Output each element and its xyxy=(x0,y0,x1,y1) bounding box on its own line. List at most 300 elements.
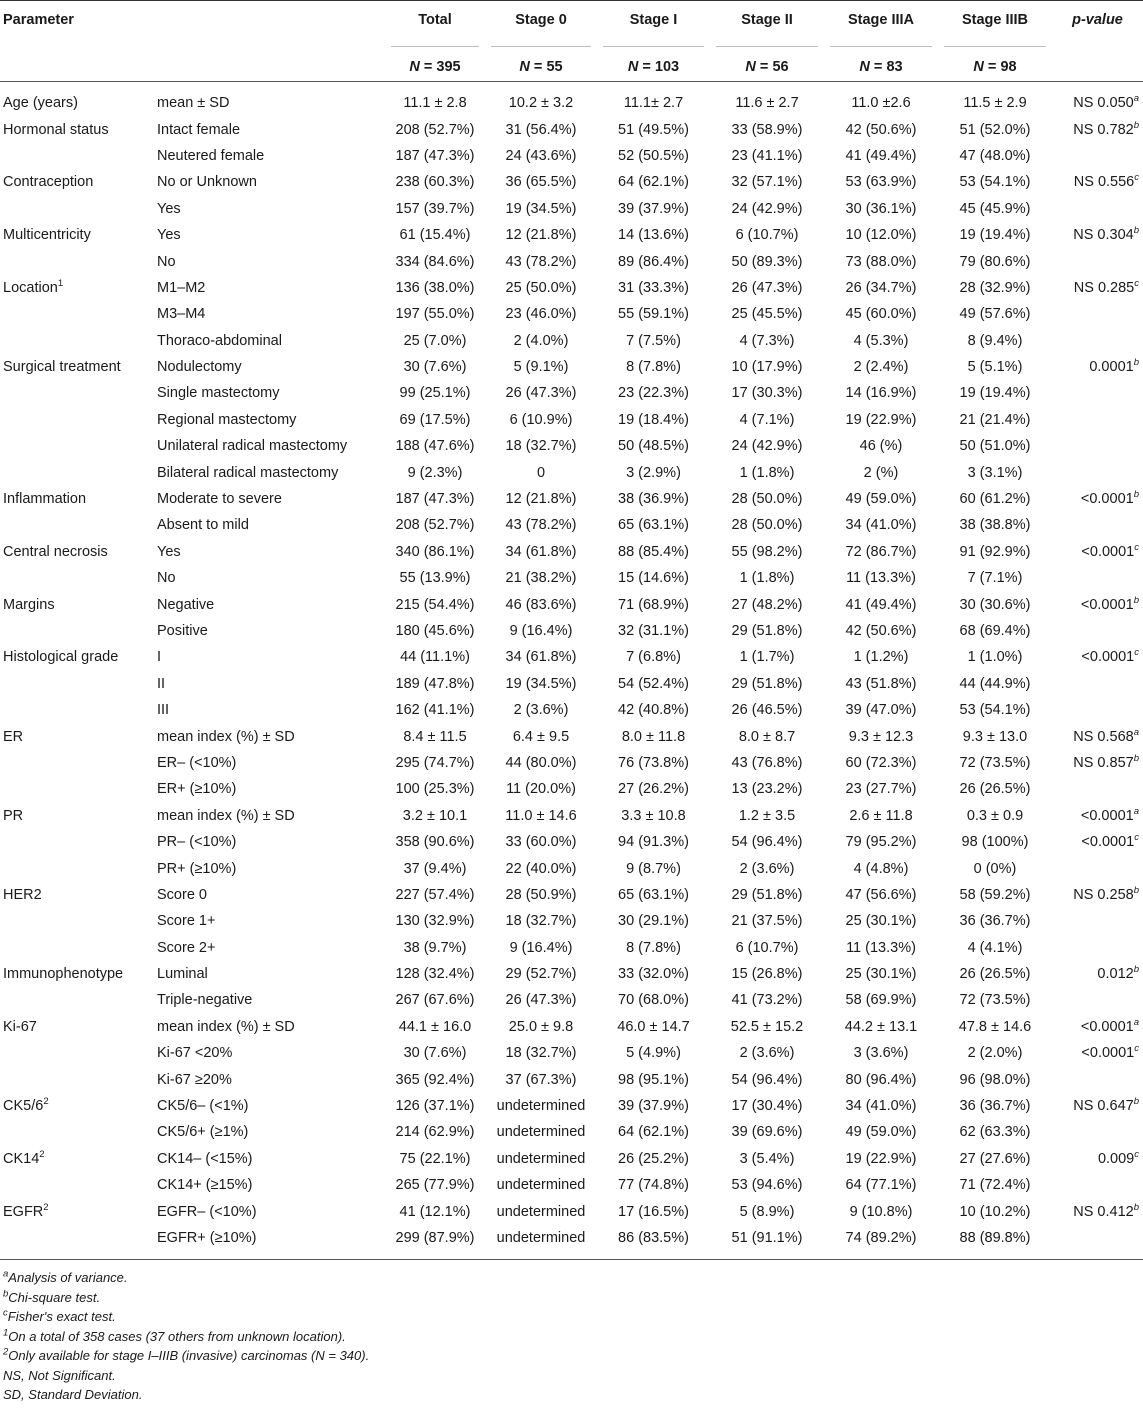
value-cell: 41 (49.4%) xyxy=(845,596,917,613)
value-cell: 36 (36.7%) xyxy=(959,1098,1031,1115)
subcategory-cell: CK14+ (≥15%) xyxy=(157,1177,253,1194)
table-row xyxy=(0,222,1143,248)
value-cell: 10.2 ± 3.2 xyxy=(508,95,574,112)
value-cell: 51 (49.5%) xyxy=(618,121,689,138)
value-cell: 53 (54.1%) xyxy=(959,174,1031,191)
subcategory-cell: Neutered female xyxy=(157,147,265,164)
value-cell: 2 (2.0%) xyxy=(967,1045,1023,1062)
n-stage-iiia: 83 xyxy=(886,58,903,75)
value-cell: undetermined xyxy=(496,1203,586,1220)
value-cell: 51 (91.1%) xyxy=(731,1229,803,1246)
col-header-stage-iiib: Stage IIIB xyxy=(961,12,1029,28)
value-cell: undetermined xyxy=(496,1177,586,1194)
pvalue-cell xyxy=(1052,196,1143,222)
value-cell: 3 (2.9%) xyxy=(626,464,681,481)
pvalue-cell xyxy=(1052,908,1143,934)
value-cell: 5 (4.9%) xyxy=(626,1045,681,1062)
value-cell: 12 (21.8%) xyxy=(505,227,577,244)
value-cell: 4 (4.1%) xyxy=(967,939,1023,956)
value-cell: 4 (4.8%) xyxy=(853,860,909,877)
value-cell: 14 (16.9%) xyxy=(845,385,917,402)
value-cell: 11 (13.3%) xyxy=(846,939,916,956)
value-cell: 197 (55.0%) xyxy=(395,306,475,323)
value-cell: 26 (25.2%) xyxy=(618,1150,689,1167)
value-cell: 208 (52.7%) xyxy=(395,121,475,138)
parameter-cell xyxy=(0,750,157,776)
parameter-cell xyxy=(0,328,157,354)
value-cell: 3 (5.4%) xyxy=(739,1150,795,1167)
value-cell: 18 (32.7%) xyxy=(505,1045,577,1062)
table-row xyxy=(0,116,1143,142)
value-cell: 21 (21.4%) xyxy=(959,411,1031,428)
value-cell: 215 (54.4%) xyxy=(395,596,475,613)
value-cell: 9.3 ± 12.3 xyxy=(848,728,914,745)
value-cell: 214 (62.9%) xyxy=(395,1124,475,1141)
value-cell: 126 (37.1%) xyxy=(395,1098,475,1115)
value-cell: 100 (25.3%) xyxy=(395,781,475,798)
parameter-cell: HER2 xyxy=(3,886,42,903)
table-row xyxy=(0,565,1143,591)
value-cell: 37 (9.4%) xyxy=(403,860,467,877)
value-cell: 94 (91.3%) xyxy=(618,834,689,851)
value-cell: 26 (46.5%) xyxy=(731,702,803,719)
value-cell: 50 (89.3%) xyxy=(731,253,803,270)
value-cell: 60 (61.2%) xyxy=(959,491,1031,508)
parameter-cell: Ki-67 xyxy=(3,1018,37,1035)
value-cell: 23 (46.0%) xyxy=(505,306,577,323)
value-cell: 99 (25.1%) xyxy=(399,385,471,402)
footnote: $^a$Analysis of variance. xyxy=(3,1268,128,1285)
value-cell: 22 (40.0%) xyxy=(505,860,577,877)
value-cell: 23 (41.1%) xyxy=(731,147,803,164)
value-cell: 2 (%) xyxy=(863,464,899,481)
value-cell: 42 (40.8%) xyxy=(618,702,689,719)
subcategory-cell: mean index (%) ± SD xyxy=(157,1018,295,1035)
value-cell: 10 (12.0%) xyxy=(845,227,917,244)
value-cell: 9 (16.4%) xyxy=(509,623,573,639)
value-cell: 68 (69.4%) xyxy=(959,623,1031,639)
value-cell: 6 (10.7%) xyxy=(735,227,799,244)
parameter-cell: Multicentricity xyxy=(3,227,91,244)
value-cell: 64 (77.1%) xyxy=(845,1177,917,1194)
parameter-cell xyxy=(0,855,157,881)
value-cell: 62 (63.3%) xyxy=(959,1124,1031,1141)
value-cell: 55 (98.2%) xyxy=(731,543,803,560)
value-cell: 53 (54.1%) xyxy=(959,702,1031,719)
value-cell: 13 (23.2%) xyxy=(731,781,803,798)
subcategory-cell: ER– (<10%) xyxy=(157,754,237,771)
pvalue-cell xyxy=(1052,301,1143,327)
parameter-cell: EGFR$^2$ xyxy=(3,1201,49,1220)
col-header-stage-0: Stage 0 xyxy=(515,12,567,28)
value-cell: 25.0 ± 9.8 xyxy=(508,1018,574,1035)
value-cell: 24 (43.6%) xyxy=(505,147,577,164)
value-cell: 71 (72.4%) xyxy=(959,1177,1031,1194)
value-cell: 46.0 ± 14.7 xyxy=(617,1018,690,1035)
table-row xyxy=(0,275,1143,301)
value-cell: 17 (30.3%) xyxy=(731,385,803,402)
value-cell: 34 (61.8%) xyxy=(505,543,577,560)
subcategory-cell: Single mastectomy xyxy=(157,385,280,402)
value-cell: 19 (19.4%) xyxy=(959,227,1031,244)
value-cell: 33 (60.0%) xyxy=(505,834,577,851)
parameter-cell xyxy=(0,908,157,934)
value-cell: 265 (77.9%) xyxy=(395,1177,475,1194)
value-cell: 49 (57.6%) xyxy=(959,306,1031,323)
pvalue-cell xyxy=(1052,855,1143,881)
value-cell: 26 (26.5%) xyxy=(959,966,1031,983)
value-cell: 19 (34.5%) xyxy=(505,675,577,692)
pvalue-cell xyxy=(1052,697,1143,723)
pvalue-cell xyxy=(1052,248,1143,274)
pvalue-cell xyxy=(1052,433,1143,459)
value-cell: 11.1 ± 2.8 xyxy=(403,95,467,112)
value-cell: 30 (30.6%) xyxy=(959,596,1031,613)
value-cell: 8.0 ± 8.7 xyxy=(738,728,796,745)
pvalue-cell xyxy=(1052,143,1143,169)
value-cell: 17 (30.4%) xyxy=(731,1098,803,1115)
value-cell: 42 (50.6%) xyxy=(845,623,917,639)
value-cell: 44 (44.9%) xyxy=(959,675,1031,692)
subcategory-cell: Bilateral radical mastectomy xyxy=(157,464,339,481)
value-cell: 29 (51.8%) xyxy=(731,623,803,639)
subcategory-cell: mean index (%) ± SD xyxy=(157,807,295,824)
value-cell: 34 (41.0%) xyxy=(845,1098,917,1115)
value-cell: undetermined xyxy=(496,1150,586,1167)
value-cell: 28 (50.9%) xyxy=(505,886,577,903)
value-cell: undetermined xyxy=(496,1098,586,1115)
pvalue-cell: 0.009$^c$ xyxy=(1097,1148,1139,1167)
value-cell: 227 (57.4%) xyxy=(395,886,475,903)
value-cell: 25 (50.0%) xyxy=(505,279,577,296)
pvalue-cell: NS 0.568$^a$ xyxy=(1073,726,1139,745)
pvalue-cell: NS 0.857$^b$ xyxy=(1073,753,1139,771)
subcategory-cell: mean index (%) ± SD xyxy=(157,728,295,745)
value-cell: 3.3 ± 10.8 xyxy=(621,807,686,824)
table-row xyxy=(0,1119,1143,1145)
value-cell: 18 (32.7%) xyxy=(505,438,577,455)
value-cell: 79 (80.6%) xyxy=(959,253,1031,270)
value-cell: 29 (51.8%) xyxy=(731,675,803,692)
value-cell: 189 (47.8%) xyxy=(395,675,475,692)
subcategory-cell: Thoraco-abdominal xyxy=(157,332,282,349)
parameter-cell xyxy=(0,248,157,274)
value-cell: 11.5 ± 2.9 xyxy=(963,95,1027,112)
footnotes xyxy=(3,1268,369,1405)
value-cell: 2 (2.4%) xyxy=(853,359,909,376)
pvalue-cell: NS 0.304$^b$ xyxy=(1073,225,1139,244)
value-cell: 43 (78.2%) xyxy=(505,517,577,534)
value-cell: 187 (47.3%) xyxy=(395,147,475,164)
subcategory-cell: M1–M2 xyxy=(157,279,206,296)
value-cell: 11.1± 2.7 xyxy=(623,95,684,112)
value-cell: 76 (73.8%) xyxy=(618,754,689,771)
value-cell: 0 xyxy=(536,464,546,481)
n-stage-0: 55 xyxy=(546,58,563,75)
value-cell: 128 (32.4%) xyxy=(395,966,475,983)
value-cell: 72 (73.5%) xyxy=(959,754,1031,771)
value-cell: 2 (4.0%) xyxy=(513,332,569,349)
value-cell: 180 (45.6%) xyxy=(395,623,475,639)
value-cell: 38 (9.7%) xyxy=(403,939,467,956)
value-cell: 2.6 ± 11.8 xyxy=(849,807,913,824)
value-cell: 52.5 ± 15.2 xyxy=(730,1018,804,1035)
value-cell: 55 (13.9%) xyxy=(399,570,471,587)
pvalue-cell xyxy=(1052,512,1143,538)
subcategory-cell: PR+ (≥10%) xyxy=(157,860,237,877)
value-cell: 9 (8.7%) xyxy=(626,860,681,877)
value-cell: 73 (88.0%) xyxy=(845,253,917,270)
data-table: Parameter Total Stage 0 Stage I Stage II Stage IIIA Stage IIIB p-value N = 395 N = 55 N = 103 N = 56 N = 83 N = 98 Age (years) mean ± SD 11.1 ± 2.8 10.2 ± 3.2 11.1± 2.7 11.6 ± 2.7 11.0 ±2.6 11.5 ± 2.9 NS 0.050$^a$ Hormonal status Intact female 208 (52.7%) 31 (56.4%) 51 (49.5%) 33 (58.9%) 42 (50.6%) 51 (52.0%) NS 0.782$^b$ Neutered female 187 (47.3%) 24 (43.6%) 52 (50.5%) 23 (41.1%) 41 (49.4%) 47 (48.0%) Contraception No or Unknown 238 (60.3%) 36 (65.5%) 64 (62.1%) 32 (57.1%) 53 (63.9%) 53 (54.1%) NS 0.556$^c$ Yes 157 (39.7%) 19 (34.5%) 39 (37.9%) 24 (42.9%) 30 (36.1%) 45 (45.9%) Multicentricity Yes 61 (15.4%) 12 (21.8%) 14 (13.6%) 6 (10.7%) 10 (12.0%) 19 (19.4%) NS 0.304$^b$ No 334 (84.6%) 43 (78.2%) 89 (86.4%) 50 (89.3%) 73 (88.0%) 79 (80.6%) Location$^1$ M1–M2 136 (38.0%) 25 (50.0%) 31 (33.3%) 26 (47.3%) 26 (34.7%) 28 (32.9%) NS 0.285$^c$ M3–M4 197 (55.0%) 23 (46.0%) 55 (59.1%) 25 (45.5%) 45 (60.0%) 49 (57.6%) Thoraco-abdominal 25 (7.0%) 2 (4.0%) 7 (7.5%) 4 (7.3%) 4 (5.3%) 8 (9.4%) Surgical treatment Nodulectomy 30 (7.6%) 5 (9.1%) 8 (7.8%) 10 (17.9%) 2 (2.4%) 5 (5.1%) 0.0001$^b$ Single mastectomy 99 (25.1%) 26 (47.3%) 23 (22.3%) 17 (30.3%) 14 (16.9%) 19 (19.4%) Regional mastectomy 69 (17.5%) 6 (10.9%) 19 (18.4%) 4 (7.1%) 19 (22.9%) 21 (21.4%) Unilateral radical mastectomy 188 (47.6%) 18 (32.7%) 50 (48.5%) 24 (42.9%) 46 (%) 50 (51.0%) Bilateral radical mastectomy 9 (2.3%) 0 3 (2.9%) 1 (1.8%) 2 (%) 3 (3.1%) Inflammation Moderate to severe 187 (47.3%) 12 (21.8%) 38 (36.9%) 28 (50.0%) 49 (59.0%) 60 (61.2%) <0.0001$^b$ Absent to mild 208 (52.7%) 43 (78.2%) 65 (63.1%) 28 (50.0%) 34 (41.0%) 38 (38.8%) Central necrosis Yes 340 (86.1%) 34 (61.8%) 88 (85.4%) 55 (98.2%) 72 (86.7%) 91 (92.9%) <0.0001$^c$ No 55 (13.9%) 21 (38.2%) 15 (14.6%) 1 (1.8%) 11 (13.3%) 7 (7.1%) Margins Negative 215 (54.4%) 46 (83.6%) 71 (68.9%) 27 (48.2%) 41 (49.4%) 30 (30.6%) <0.0001$^b$ Positive 180 (45.6%) 9 (16.4%) 32 (31.1%) 29 (51.8%) 42 (50.6%) 68 (69.4%) Histological grade I 44 (11.1%) 34 (61.8%) 7 (6.8%) 1 (1.7%) 1 (1.2%) 1 (1.0%) <0.0001$^c$ II 189 (47.8%) 19 (34.5%) 54 (52.4%) 29 (51.8%) 43 (51.8%) 44 (44.9%) III 162 (41.1%) 2 (3.6%) 42 (40.8%) 26 (46.5%) 39 (47.0%) 53 (54.1%) ER mean index (%) ± SD 8.4 ± 11.5 6.4 ± 9.5 8.0 ± 11.8 8.0 ± 8.7 9.3 ± 12.3 9.3 ± 13.0 NS 0.568$^a$ ER– (<10%) 295 (74.7%) 44 (80.0%) 76 (73.8%) 43 (76.8%) 60 (72.3%) 72 (73.5%) NS 0.857$^b$ ER+ (≥10%) 100 (25.3%) 11 (20.0%) 27 (26.2%) 13 (23.2%) 23 (27.7%) 26 (26.5%) PR mean index (%) ± SD 3.2 ± 10.1 11.0 ± 14.6 3.3 ± 10.8 1.2 ± 3.5 2.6 ± 11.8 0.3 ± 0.9 <0.0001$^a$ PR– (<10%) 358 (90.6%) 33 (60.0%) 94 (91.3%) 54 (96.4%) 79 (95.2%) 98 (100%) <0.0001$^c$ PR+ (≥10%) 37 (9.4%) 22 (40.0%) 9 (8.7%) 2 (3.6%) 4 (4.8%) 0 (0%) HER2 Score 0 227 (57.4%) 28 (50.9%) 65 (63.1%) 29 (51.8%) 47 (56.6%) 58 (59.2%) NS 0.258$^b$ Score 1+ 130 (32.9%) 18 (32.7%) 30 (29.1%) 21 (37.5%) 25 (30.1%) 36 (36.7%) Score 2+ 38 (9.7%) 9 (16.4%) 8 (7.8%) 6 (10.7%) 11 (13.3%) 4 (4.1%) Immunophenotype Luminal 128 (32.4%) 29 (52.7%) 33 (32.0%) 15 (26.8%) 25 (30.1%) 26 (26.5%) 0.012$^b$ Triple-negative 267 (67.6%) 26 (47.3%) 70 (68.0%) 41 (73.2%) 58 (69.9%) 72 (73.5%) Ki-67 mean index (%) ± SD 44.1 ± 16.0 25.0 ± 9.8 46.0 ± 14.7 52.5 ± 15.2 44.2 ± 13.1 47.8 ± 14.6 <0.0001$^a$ Ki-67 <20% 30 (7.6%) 18 (32.7%) 5 (4.9%) 2 (3.6%) 3 (3.6%) 2 (2.0%) <0.0001$^c$ Ki-67 ≥20% 365 (92.4%) 37 (67.3%) 98 (95.1%) 54 (96.4%) 80 (96.4%) 96 (98.0%) $CK5/6^2$ CK5/6– (<1%) 126 (37.1%) undetermined 39 (37.9%) 17 (30.4%) 34 (41.0%) 36 (36.7%) NS 0.647$^b$ CK5/6+ (≥1%) 214 (62.9%) undetermined 64 (62.1%) 39 (69.6%) 49 (59.0%) 62 (63.3%) $CK14^2$ CK14– (<15%) 75 (22.1%) undetermined 26 (25.2%) 3 (5.4%) 19 (22.9%) 27 (27.6%) 0.009$^c$ CK14+ (≥15%) 265 (77.9%) undetermined 77 (74.8%) 53 (94.6%) 64 (77.1%) 71 (72.4%) EGFR$^2$ EGFR– (<10%) 41 (12.1%) undetermined 17 (16.5%) 5 (8.9%) 9 (10.8%) 10 (10.2%) NS 0.412$^b$ EGFR+ (≥10%) 299 (87.9%) undetermined 86 (83.5%) 51 (91.1%) 74 (89.2%) 88 (89.8%) xyxy=(0,0,1143,1262)
subcategory-cell: Score 1+ xyxy=(157,913,216,930)
value-cell: 18 (32.7%) xyxy=(505,913,577,930)
pvalue-cell xyxy=(1052,671,1143,697)
value-cell: 8.4 ± 11.5 xyxy=(403,728,467,745)
value-cell: 39 (37.9%) xyxy=(618,1098,689,1115)
n-stage-ii: 56 xyxy=(772,58,789,75)
table-row xyxy=(0,591,1143,617)
table-row xyxy=(0,90,1143,116)
parameter-cell xyxy=(0,196,157,222)
value-cell: 8 (9.4%) xyxy=(967,332,1023,349)
value-cell: 25 (7.0%) xyxy=(403,332,467,349)
value-cell: 65 (63.1%) xyxy=(618,886,689,903)
table-row xyxy=(0,882,1143,908)
value-cell: 24 (42.9%) xyxy=(731,438,803,455)
pvalue-cell: NS 0.050$^a$ xyxy=(1073,93,1139,112)
value-cell: 11.6 ± 2.7 xyxy=(735,95,799,112)
value-cell: 28 (50.0%) xyxy=(731,517,803,534)
value-cell: 47 (56.6%) xyxy=(845,886,917,903)
value-cell: 3 (3.6%) xyxy=(853,1045,909,1062)
value-cell: 0 (0%) xyxy=(973,860,1017,877)
parameter-cell xyxy=(0,776,157,802)
value-cell: 44 (11.1%) xyxy=(400,649,470,666)
parameter-cell: $CK5/6^2$ xyxy=(3,1096,49,1115)
table-row xyxy=(0,328,1143,354)
value-cell: 0.3 ± 0.9 xyxy=(966,807,1024,824)
value-cell: 28 (50.0%) xyxy=(731,491,803,508)
subcategory-cell: CK5/6– (<1%) xyxy=(157,1098,249,1115)
subcategory-cell: Score 0 xyxy=(157,886,207,903)
table-row xyxy=(0,539,1143,565)
pvalue-cell: <0.0001$^b$ xyxy=(1080,489,1139,508)
value-cell: 15 (26.8%) xyxy=(731,966,803,983)
value-cell: 6 (10.7%) xyxy=(735,939,799,956)
parameter-cell: Surgical treatment xyxy=(3,359,121,376)
value-cell: 5 (9.1%) xyxy=(513,359,569,376)
value-cell: 91 (92.9%) xyxy=(959,543,1031,560)
footnote: $^1$On a total of 358 cases (37 others from unknown location). xyxy=(3,1327,346,1344)
subcategory-cell: mean ± SD xyxy=(157,95,230,112)
pvalue-cell: NS 0.647$^b$ xyxy=(1073,1096,1139,1115)
parameter-cell: Inflammation xyxy=(3,491,87,508)
subcategory-cell: CK5/6+ (≥1%) xyxy=(157,1124,249,1141)
pvalue-cell xyxy=(1052,776,1143,802)
table-row xyxy=(0,1014,1143,1040)
parameter-cell xyxy=(0,1119,157,1145)
table-row xyxy=(0,407,1143,433)
value-cell: 2 (3.6%) xyxy=(739,860,795,877)
value-cell: 39 (47.0%) xyxy=(845,702,917,719)
value-cell: 14 (13.6%) xyxy=(618,227,689,244)
pvalue-cell: <0.0001$^a$ xyxy=(1080,1017,1139,1035)
value-cell: 10 (17.9%) xyxy=(731,359,803,376)
value-cell: 4 (5.3%) xyxy=(853,332,909,349)
value-cell: 72 (86.7%) xyxy=(845,543,917,560)
value-cell: 41 (49.4%) xyxy=(845,147,917,164)
pvalue-cell xyxy=(1052,1225,1143,1251)
col-header-pvalue: p-value xyxy=(1072,12,1123,28)
value-cell: 38 (36.9%) xyxy=(618,491,689,508)
value-cell: 23 (22.3%) xyxy=(618,385,689,402)
parameter-cell xyxy=(0,1172,157,1198)
subcategory-cell: I xyxy=(157,649,162,666)
value-cell: 64 (62.1%) xyxy=(618,174,689,191)
value-cell: 11.0 ± 14.6 xyxy=(505,807,577,824)
value-cell: 58 (69.9%) xyxy=(845,992,917,1009)
value-cell: 44.1 ± 16.0 xyxy=(398,1018,472,1035)
col-header-stage-ii: Stage II xyxy=(741,12,793,28)
pvalue-cell: 0.0001$^b$ xyxy=(1089,357,1139,376)
table-row xyxy=(0,987,1143,1013)
value-cell: 33 (32.0%) xyxy=(618,966,689,983)
value-cell: 208 (52.7%) xyxy=(395,517,475,534)
footnote: NS, Not Significant. xyxy=(3,1367,116,1383)
value-cell: 29 (52.7%) xyxy=(505,966,577,983)
value-cell: 11.0 ±2.6 xyxy=(851,95,911,112)
parameter-cell xyxy=(0,1040,157,1066)
value-cell: 86 (83.5%) xyxy=(618,1229,689,1246)
footnote: $^2$Only available for stage I–IIIB (invasive) carcinomas (N = 340). xyxy=(3,1346,370,1363)
table-row xyxy=(0,1146,1143,1172)
value-cell: 29 (51.8%) xyxy=(731,886,803,903)
value-cell: 24 (42.9%) xyxy=(731,200,803,217)
value-cell: 46 (%) xyxy=(859,438,903,455)
value-cell: 1.2 ± 3.5 xyxy=(738,807,796,824)
subcategory-cell: No xyxy=(157,570,176,587)
value-cell: 19 (19.4%) xyxy=(959,385,1031,402)
value-cell: 2 (3.6%) xyxy=(739,1045,795,1062)
parameter-cell: Histological grade xyxy=(3,649,119,666)
value-cell: 49 (59.0%) xyxy=(845,1124,917,1141)
table-row xyxy=(0,776,1143,802)
value-cell: 27 (27.6%) xyxy=(959,1150,1031,1167)
n-stage-iiib: 98 xyxy=(1000,58,1017,75)
value-cell: 21 (38.2%) xyxy=(505,570,577,587)
value-cell: 31 (56.4%) xyxy=(505,121,577,138)
pvalue-cell: <0.0001$^c$ xyxy=(1081,1043,1139,1062)
value-cell: 27 (48.2%) xyxy=(731,596,803,613)
subcategory-cell: Triple-negative xyxy=(157,992,253,1009)
value-cell: 7 (6.8%) xyxy=(626,649,681,666)
pvalue-cell: NS 0.285$^c$ xyxy=(1073,278,1139,296)
value-cell: 30 (29.1%) xyxy=(618,913,689,930)
subcategory-cell: Absent to mild xyxy=(157,517,249,534)
parameter-cell: Hormonal status xyxy=(3,121,109,138)
value-cell: 6 (10.9%) xyxy=(509,411,573,428)
value-cell: 19 (22.9%) xyxy=(845,411,917,428)
parameter-cell: Central necrosis xyxy=(3,543,108,560)
value-cell: 295 (74.7%) xyxy=(395,754,475,771)
value-cell: 238 (60.3%) xyxy=(395,174,475,191)
value-cell: 69 (17.5%) xyxy=(399,411,471,428)
subcategory-cell: Nodulectomy xyxy=(157,359,242,376)
value-cell: 1 (1.7%) xyxy=(739,649,795,666)
subcategory-cell: Positive xyxy=(157,623,208,639)
parameter-cell: Location$^1$ xyxy=(3,278,64,296)
value-cell: 8 (7.8%) xyxy=(626,359,681,376)
value-cell: 340 (86.1%) xyxy=(395,543,475,560)
value-cell: 26 (26.5%) xyxy=(959,781,1031,798)
parameter-cell xyxy=(0,433,157,459)
value-cell: 64 (62.1%) xyxy=(618,1124,689,1141)
value-cell: 8.0 ± 11.8 xyxy=(621,728,686,745)
value-cell: 74 (89.2%) xyxy=(845,1229,917,1246)
pvalue-cell xyxy=(1052,407,1143,433)
subcategory-cell: Score 2+ xyxy=(157,939,216,956)
table-row xyxy=(0,301,1143,327)
value-cell: 45 (45.9%) xyxy=(959,200,1031,217)
table-row xyxy=(0,855,1143,881)
parameter-cell: Age (years) xyxy=(3,95,78,112)
subcategory-cell: Moderate to severe xyxy=(157,491,282,508)
value-cell: 54 (96.4%) xyxy=(731,1071,803,1088)
value-cell: 26 (34.7%) xyxy=(845,279,917,296)
subcategory-cell: III xyxy=(157,702,170,719)
value-cell: 65 (63.1%) xyxy=(618,517,689,534)
subcategory-cell: No or Unknown xyxy=(157,174,257,191)
value-cell: 98 (100%) xyxy=(961,834,1029,851)
subcategory-cell: EGFR+ (≥10%) xyxy=(157,1229,257,1246)
value-cell: 26 (47.3%) xyxy=(505,385,577,402)
value-cell: 39 (37.9%) xyxy=(618,200,689,217)
value-cell: 43 (76.8%) xyxy=(731,754,803,771)
subcategory-cell: Ki-67 <20% xyxy=(157,1045,233,1062)
subcategory-cell: Intact female xyxy=(157,121,241,138)
value-cell: 96 (98.0%) xyxy=(959,1071,1031,1088)
parameter-cell xyxy=(0,1066,157,1092)
value-cell: 10 (10.2%) xyxy=(959,1203,1031,1220)
table-row xyxy=(0,1172,1143,1198)
table-row xyxy=(0,961,1143,987)
value-cell: 30 (7.6%) xyxy=(403,359,467,376)
value-cell: 15 (14.6%) xyxy=(618,570,689,587)
table-row xyxy=(0,512,1143,538)
footnote: $^b$Chi-square test. xyxy=(3,1288,101,1305)
parameter-cell: Contraception xyxy=(3,174,94,191)
n-total: 395 xyxy=(436,58,461,75)
subcategory-cell: Regional mastectomy xyxy=(157,411,297,428)
table-row xyxy=(0,750,1143,776)
parameter-cell: PR xyxy=(3,807,24,824)
value-cell: 51 (52.0%) xyxy=(959,121,1031,138)
value-cell: 2 (3.6%) xyxy=(513,702,569,719)
value-cell: 79 (95.2%) xyxy=(845,834,917,851)
value-cell: 44 (80.0%) xyxy=(505,754,577,771)
value-cell: 19 (22.9%) xyxy=(845,1150,917,1167)
pvalue-cell xyxy=(1052,565,1143,591)
value-cell: 11 (13.3%) xyxy=(846,570,916,587)
parameter-cell: Immunophenotype xyxy=(3,966,124,983)
table-row xyxy=(0,697,1143,723)
value-cell: 3.2 ± 10.1 xyxy=(402,807,468,824)
subcategory-cell: Yes xyxy=(157,227,181,244)
subcategory-cell: EGFR– (<10%) xyxy=(157,1203,257,1220)
value-cell: 26 (47.3%) xyxy=(505,992,577,1009)
parameter-cell xyxy=(0,935,157,961)
pvalue-cell: 0.012$^b$ xyxy=(1097,964,1139,983)
